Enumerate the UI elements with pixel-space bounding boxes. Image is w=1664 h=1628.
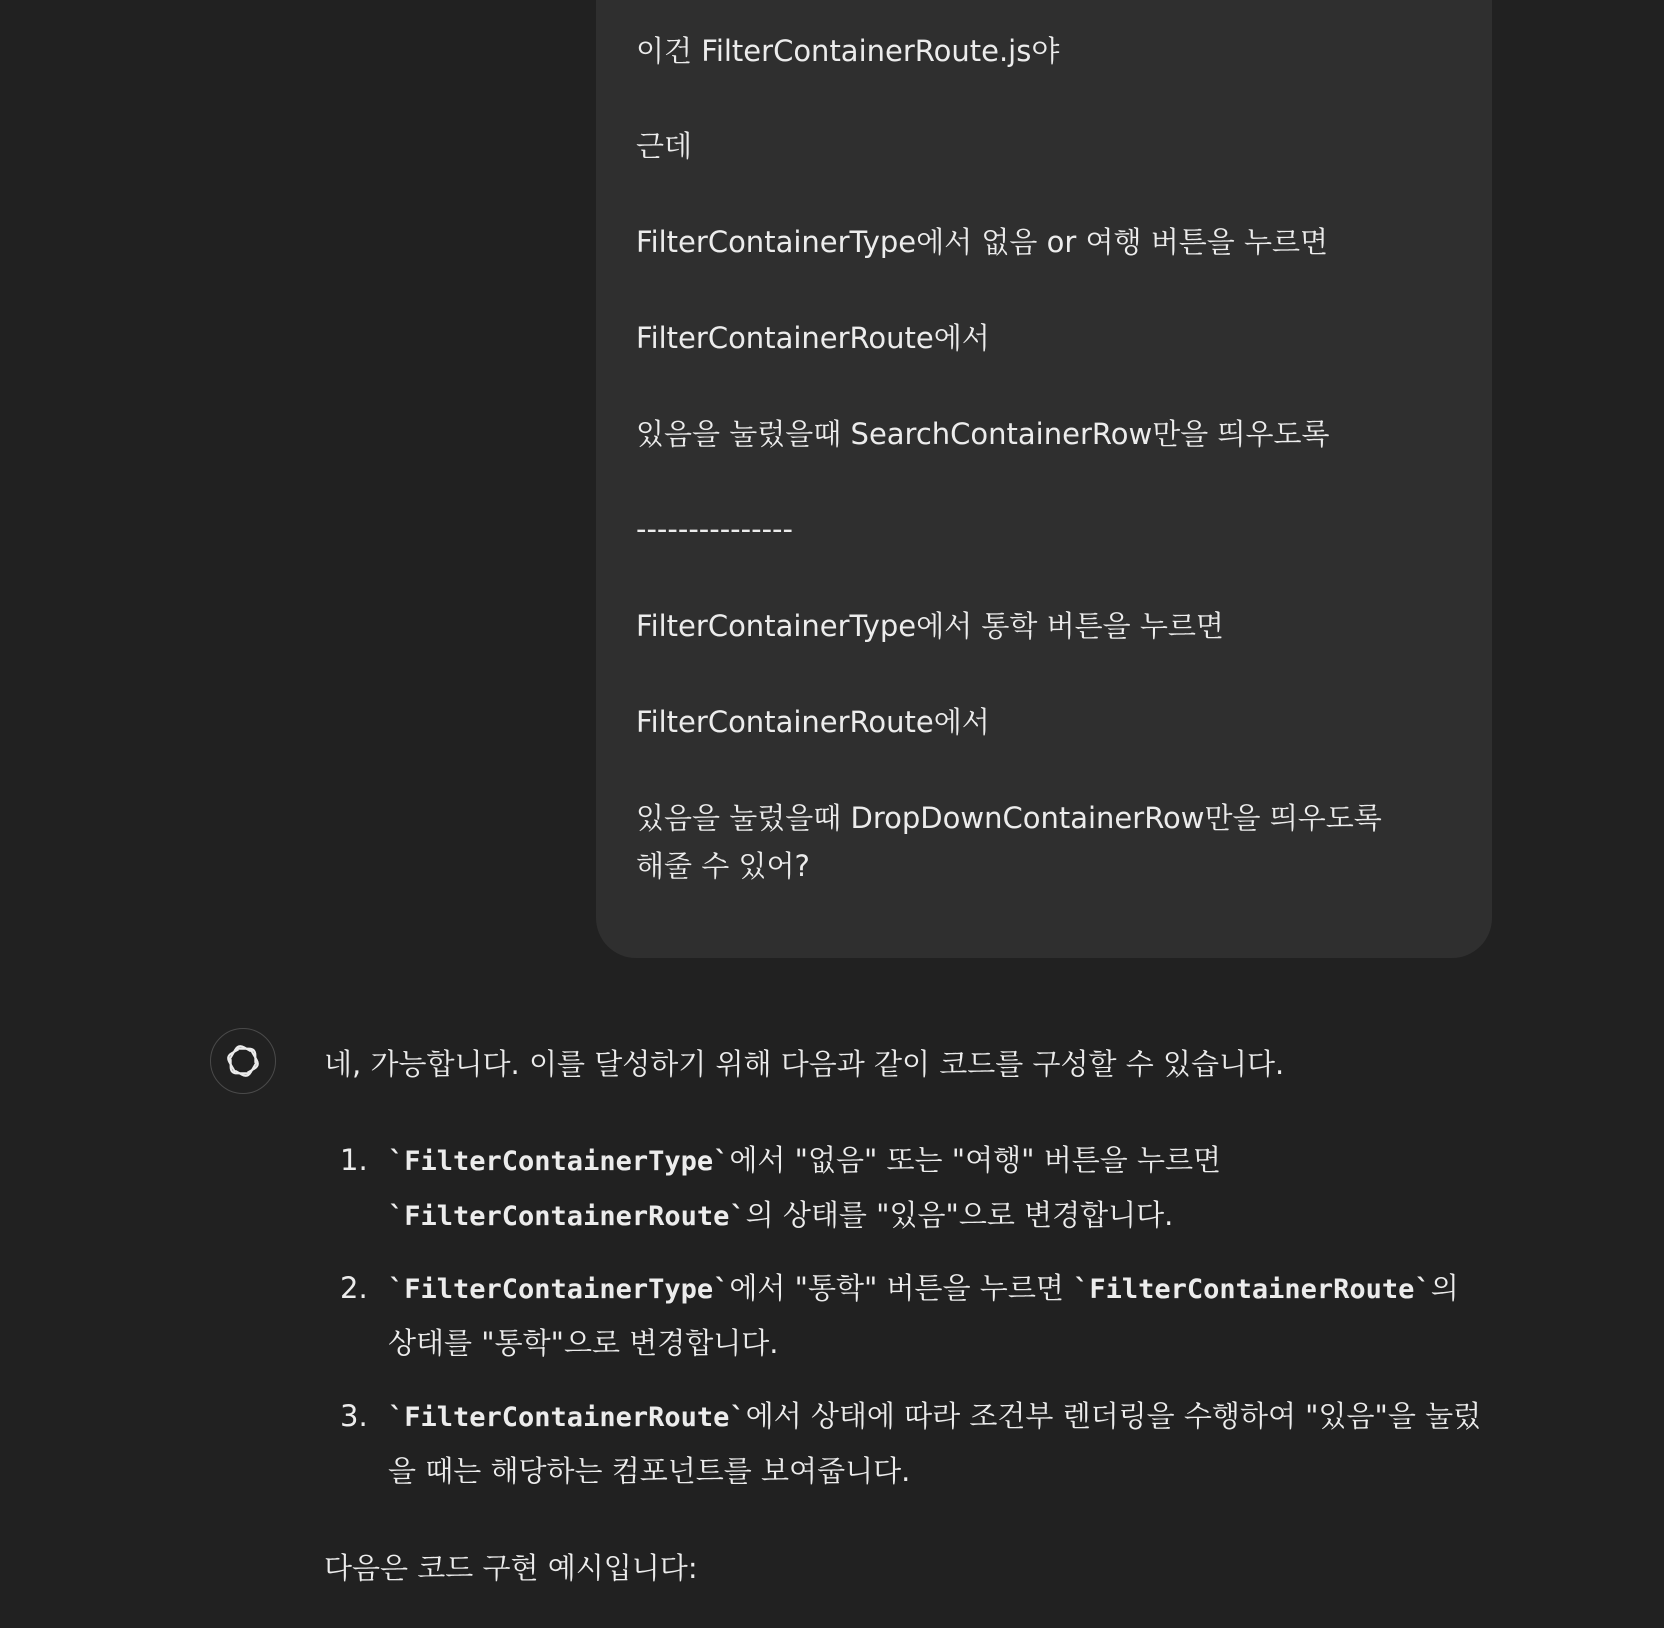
list-item-line: [388, 1319, 779, 1367]
user-message-line: 이건 FilterContainerRoute.js야: [636, 34, 1060, 68]
user-message-line: 있음을 눌렀을때 SearchContainerRow만을 띄우도록: [636, 417, 1330, 451]
user-message-line: 근데: [636, 129, 693, 163]
list-item-line: [388, 1447, 910, 1495]
list-item-line: [388, 1264, 1459, 1314]
list-item-text: 에서 "통학" 버튼을 누르면: [729, 1271, 1074, 1305]
inline-code: `FilterContainerRoute`: [388, 1201, 746, 1232]
user-message-line: FilterContainerRoute에서: [636, 705, 990, 739]
list-item-text: 에서 "없음" 또는 "여행" 버튼을 누르면: [729, 1143, 1222, 1177]
list-item-line: [388, 1392, 1481, 1442]
list-item-text: 의 상태를 "있음"으로 변경합니다.: [745, 1198, 1174, 1232]
inline-code: `FilterContainerType`: [388, 1274, 730, 1305]
user-message-line: FilterContainerType에서 없음 or 여행 버튼을 누르면: [636, 225, 1329, 259]
list-item-line: [388, 1191, 1173, 1241]
inline-code: `FilterContainerRoute`: [388, 1402, 746, 1433]
list-item-line: [388, 1136, 1221, 1186]
user-message-line: ---------------: [636, 512, 793, 546]
list-number: 3.: [340, 1399, 368, 1433]
openai-logo-icon: [224, 1042, 262, 1080]
user-message-line: FilterContainerRoute에서: [636, 321, 990, 355]
user-message-line: 있음을 눌렀을때 DropDownContainerRow만을 띄우도록: [636, 801, 1382, 835]
user-message-line: 해줄 수 있어?: [636, 849, 810, 883]
list-number: 1.: [340, 1143, 368, 1177]
inline-code: `FilterContainerRoute`: [1073, 1274, 1431, 1305]
list-item-text: 상태를 "통학"으로 변경합니다.: [388, 1326, 779, 1360]
list-item-text: 에서 상태에 따라 조건부 렌더링을 수행하여 "있음"을 눌렀: [745, 1399, 1482, 1433]
list-item-text: 을 때는 해당하는 컴포넌트를 보여줍니다.: [388, 1454, 911, 1488]
user-message-line: FilterContainerType에서 통학 버튼을 누르면: [636, 609, 1224, 643]
inline-code: `FilterContainerType`: [388, 1146, 730, 1177]
assistant-outro: 다음은 코드 구현 예시입니다:: [324, 1551, 698, 1585]
list-item-text: 의: [1430, 1271, 1459, 1305]
assistant-intro: 네, 가능합니다. 이를 달성하기 위해 다음과 같이 코드를 구성할 수 있습니다.: [324, 1047, 1285, 1081]
list-number: 2.: [340, 1271, 368, 1305]
assistant-avatar: [210, 1028, 276, 1094]
